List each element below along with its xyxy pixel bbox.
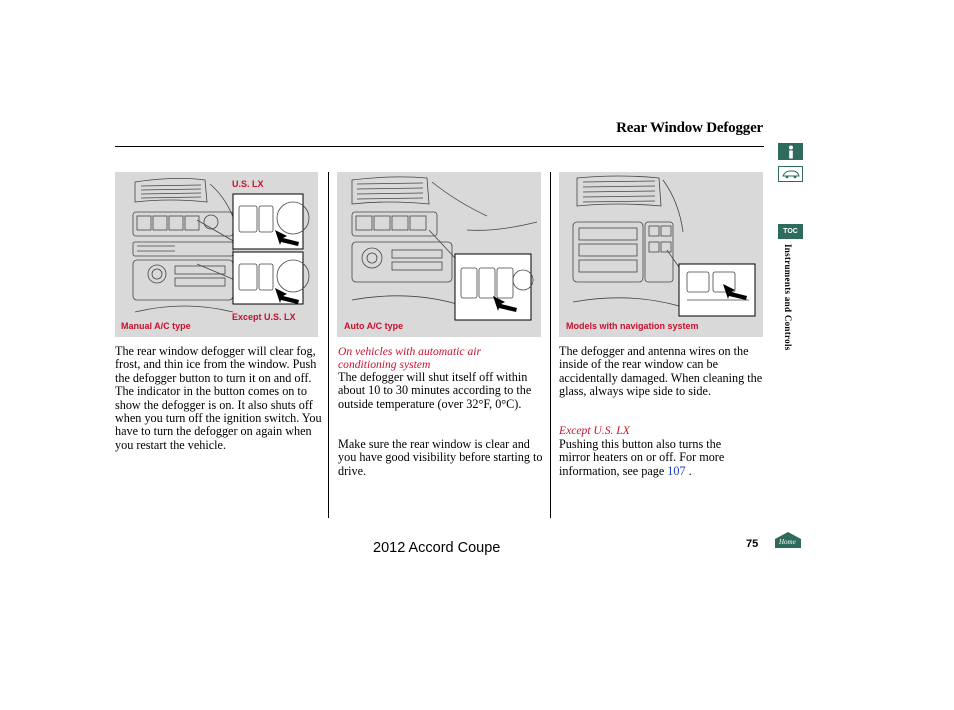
title-rule <box>115 146 764 147</box>
figure-caption: Manual A/C type <box>121 321 191 331</box>
col2-paragraph-1: The defogger will shut itself off within about 10 to 30 minutes according to the outside temperature (over 32°F, 0°C). <box>338 370 532 411</box>
page-107-link[interactable]: 107 <box>667 463 686 478</box>
home-button[interactable] <box>774 531 802 549</box>
info-icon <box>786 145 796 159</box>
navigation-dashboard-illustration <box>559 172 763 337</box>
car-index-button[interactable] <box>778 166 803 182</box>
section-label: Instruments and Controls <box>783 244 793 351</box>
figure-label-us-lx: U.S. LX <box>232 179 264 189</box>
figure-navigation <box>559 172 763 337</box>
figure-caption: Models with navigation system <box>566 321 699 331</box>
figure-label-except-us-lx: Except U.S. LX <box>232 312 296 322</box>
page-number: 75 <box>746 538 759 550</box>
home-label: Home <box>779 538 796 546</box>
col1-paragraph: The rear window defogger will clear fog, frost, and thin ice from the window. Push the defogger button to turn it on and off. The indicator in the button comes on to show the defogger is on. It also shuts off when you turn off the ignition switch. You have to turn the defogger on again when you restart the vehicle. <box>115 344 322 452</box>
column-divider <box>328 172 329 518</box>
col2-paragraph-2: Make sure the rear window is clear and you have good visibility before starting to drive. <box>338 437 543 478</box>
col2-note: On vehicles with automatic air conditioning system <box>338 345 481 372</box>
column-divider <box>550 172 551 518</box>
car-index-icon <box>781 169 801 179</box>
col3-paragraph-2-text: information, see page <box>559 463 668 478</box>
col3-paragraph-2-end: . <box>685 463 692 478</box>
info-button[interactable] <box>778 143 803 160</box>
figure-auto-ac <box>337 172 541 337</box>
auto-ac-dashboard-illustration <box>337 172 541 337</box>
footer-title: 2012 Accord Coupe <box>373 540 501 556</box>
col3-note: Except U.S. LX <box>559 424 630 437</box>
col3-paragraph-2-line: mirror heaters on or off. For more <box>559 450 725 465</box>
col3-paragraph-2 <box>559 438 763 478</box>
col3-paragraph-2-line: Pushing this button also turns the <box>559 437 722 451</box>
figure-caption: Auto A/C type <box>344 321 404 331</box>
col3-paragraph-1: The defogger and antenna wires on the inside of the rear window can be accidentally damaged. When cleaning the glass, always wipe side to side. <box>559 344 763 399</box>
col3-paragraph-2-line <box>559 465 763 478</box>
page-title: Rear Window Defogger <box>616 120 763 136</box>
toc-button[interactable]: TOC <box>778 224 803 239</box>
